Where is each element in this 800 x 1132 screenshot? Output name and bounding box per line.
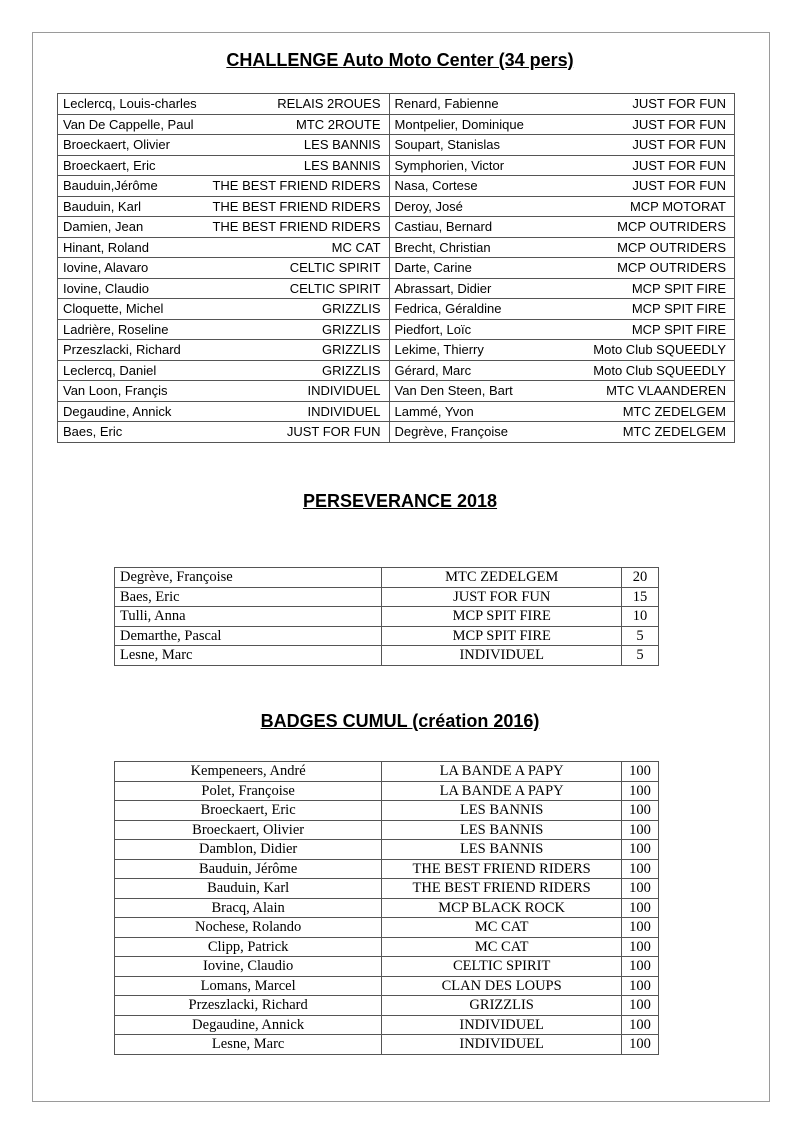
entry-cell [389,422,734,443]
table-row [115,607,659,627]
entry-cell [58,360,390,381]
entry-cell [389,278,734,299]
points-value: 100 [622,937,659,957]
member-name: Abrassart, Didier [394,280,492,296]
entry-cell [389,340,734,361]
entry-cell [58,196,390,217]
member-name: Przeszlacki, Richard [115,996,382,1016]
entry-cell [58,401,390,422]
points-value: 100 [622,1035,659,1055]
member-name: Baes, Eric [63,424,123,440]
club-name: GRIZZLIS [322,362,381,378]
club-name: INDIVIDUEL [307,403,381,419]
entry-cell [389,237,734,258]
member-name: Demarthe, Pascal [115,626,382,646]
member-name: Hinant, Roland [63,239,149,255]
entry-cell [58,278,390,299]
entry-cell [389,114,734,135]
table-row [115,781,659,801]
club-name: GRIZZLIS [322,321,381,337]
points-value: 100 [622,781,659,801]
club-name: LES BANNIS [303,157,381,173]
table-row [58,422,735,443]
club-name: MTC ZEDELGEM [622,424,726,440]
table-row [115,587,659,607]
points-value: 5 [622,646,659,666]
table-row [58,135,735,156]
member-name: Bracq, Alain [115,898,382,918]
badges-title: BADGES CUMUL (création 2016) [260,711,540,731]
club-name: MC CAT [382,937,622,957]
club-name: LES BANNIS [382,801,622,821]
club-name: CELTIC SPIRIT [382,957,622,977]
table-row [58,114,735,135]
club-name: THE BEST FRIEND RIDERS [382,859,622,879]
table-row [58,258,735,279]
member-name: Tulli, Anna [115,607,382,627]
club-name: THE BEST FRIEND RIDERS [212,219,381,235]
member-name: Van Loon, Françis [63,383,168,399]
club-name: THE BEST FRIEND RIDERS [212,198,381,214]
club-name: LA BANDE A PAPY [382,781,622,801]
club-name: Moto Club SQUEEDLY [593,362,726,378]
member-name: Montpelier, Dominique [394,116,524,132]
table-row [58,237,735,258]
table-row [58,155,735,176]
entry-cell [389,217,734,238]
table-row [58,196,735,217]
member-name: Degrève, Françoise [394,424,508,440]
entry-cell [389,319,734,340]
club-name: CELTIC SPIRIT [289,280,381,296]
table-row [115,996,659,1016]
table-row [58,381,735,402]
member-name: Broeckaert, Olivier [115,820,382,840]
club-name: INDIVIDUEL [382,1035,622,1055]
entry-cell [389,360,734,381]
member-name: Lammé, Yvon [394,403,474,419]
member-name: Brecht, Christian [394,239,491,255]
table-row [58,299,735,320]
member-name: Przeszlacki, Richard [63,342,181,358]
points-value: 100 [622,840,659,860]
table-row [115,898,659,918]
club-name: CLAN DES LOUPS [382,976,622,996]
table-row [58,401,735,422]
table-row [115,859,659,879]
table-row [115,646,659,666]
entry-cell [58,381,390,402]
club-name: MTC 2ROUTE [296,116,381,132]
entry-cell [389,401,734,422]
member-name: Leclercq, Daniel [63,362,157,378]
entry-cell [58,135,390,156]
club-name: MTC ZEDELGEM [622,403,726,419]
table-row [58,360,735,381]
club-name: MCP OUTRIDERS [617,239,726,255]
club-name: JUST FOR FUN [632,157,726,173]
club-name: MCP SPIT FIRE [631,280,726,296]
member-name: Soupart, Stanislas [394,137,501,153]
club-name: JUST FOR FUN [286,424,381,440]
member-name: Degaudine, Annick [115,1015,382,1035]
member-name: Lesne, Marc [115,646,382,666]
member-name: Ladrière, Roseline [63,321,169,337]
member-name: Fedrica, Géraldine [394,301,502,317]
member-name: Broeckaert, Olivier [63,137,170,153]
member-name: Iovine, Claudio [63,280,149,296]
entry-cell [389,94,734,115]
member-name: Damien, Jean [63,219,144,235]
club-name: MCP OUTRIDERS [617,219,726,235]
points-value: 100 [622,859,659,879]
member-name: Symphorien, Victor [394,157,505,173]
member-name: Lesne, Marc [115,1035,382,1055]
points-value: 100 [622,976,659,996]
member-name: Kempeneers, André [115,762,382,782]
entry-cell [389,196,734,217]
member-name: Bauduin,Jérôme [63,178,158,194]
club-name: MCP SPIT FIRE [631,321,726,337]
table-row [115,937,659,957]
entry-cell [389,155,734,176]
table-row [58,340,735,361]
club-name: INDIVIDUEL [382,646,622,666]
member-name: Nochese, Rolando [115,918,382,938]
points-value: 100 [622,996,659,1016]
entry-cell [58,114,390,135]
table-row [115,568,659,588]
table-row [115,820,659,840]
table-row [58,176,735,197]
entry-cell [58,94,390,115]
points-value: 100 [622,801,659,821]
club-name: LES BANNIS [382,820,622,840]
table-row [115,918,659,938]
table-row [115,1015,659,1035]
member-name: Renard, Fabienne [394,96,499,112]
club-name: MCP BLACK ROCK [382,898,622,918]
entry-cell [58,422,390,443]
club-name: GRIZZLIS [382,996,622,1016]
member-name: Clipp, Patrick [115,937,382,957]
member-name: Bauduin, Karl [115,879,382,899]
points-value: 100 [622,918,659,938]
club-name: JUST FOR FUN [632,116,726,132]
points-value: 100 [622,898,659,918]
badges-table [114,761,659,1055]
member-name: Lomans, Marcel [115,976,382,996]
entry-cell [58,258,390,279]
table-row [58,319,735,340]
perseverance-table [114,567,659,666]
points-value: 100 [622,957,659,977]
club-name: MTC ZEDELGEM [382,568,622,588]
club-name: RELAIS 2ROUES [277,96,381,112]
table-row [115,626,659,646]
entry-cell [58,155,390,176]
entry-cell [58,340,390,361]
club-name: MTC VLAANDEREN [606,383,726,399]
club-name: JUST FOR FUN [632,96,726,112]
member-name: Castiau, Bernard [394,219,493,235]
entry-cell [389,258,734,279]
member-name: Darte, Carine [394,260,472,276]
points-value: 15 [622,587,659,607]
points-value: 100 [622,820,659,840]
member-name: Gérard, Marc [394,362,472,378]
points-value: 100 [622,762,659,782]
club-name: MCP OUTRIDERS [617,260,726,276]
entry-cell [389,135,734,156]
entry-cell [58,176,390,197]
club-name: MC CAT [331,239,381,255]
points-value: 5 [622,626,659,646]
table-row [115,762,659,782]
table-row [58,278,735,299]
member-name: Polet, Françoise [115,781,382,801]
club-name: MCP MOTORAT [629,198,726,214]
entry-cell [58,237,390,258]
member-name: Nasa, Cortese [394,178,478,194]
member-name: Iovine, Claudio [115,957,382,977]
perseverance-title: PERSEVERANCE 2018 [302,491,498,511]
table-row [115,801,659,821]
member-name: Iovine, Alavaro [63,260,149,276]
member-name: Lekime, Thierry [394,342,484,358]
member-name: Degrève, Françoise [115,568,382,588]
entry-cell [58,299,390,320]
club-name: INDIVIDUEL [307,383,381,399]
table-row [115,957,659,977]
club-name: CELTIC SPIRIT [289,260,381,276]
club-name: THE BEST FRIEND RIDERS [382,879,622,899]
club-name: MCP SPIT FIRE [382,607,622,627]
member-name: Leclercq, Louis-charles [63,96,197,112]
entry-cell [58,217,390,238]
table-row [115,840,659,860]
points-value: 100 [622,1015,659,1035]
entry-cell [58,319,390,340]
entry-cell [389,176,734,197]
club-name: MCP SPIT FIRE [631,301,726,317]
table-row [58,94,735,115]
club-name: Moto Club SQUEEDLY [593,342,726,358]
member-name: Broeckaert, Eric [115,801,382,821]
club-name: MC CAT [382,918,622,938]
entry-cell [389,381,734,402]
member-name: Van De Cappelle, Paul [63,116,194,132]
points-value: 20 [622,568,659,588]
member-name: Damblon, Didier [115,840,382,860]
club-name: JUST FOR FUN [632,137,726,153]
table-row [58,217,735,238]
challenge-table [57,93,735,443]
points-value: 10 [622,607,659,627]
challenge-title: CHALLENGE Auto Moto Center (34 pers) [226,50,574,70]
table-row [115,879,659,899]
club-name: LES BANNIS [303,137,381,153]
club-name: LES BANNIS [382,840,622,860]
club-name: MCP SPIT FIRE [382,626,622,646]
table-row [115,1035,659,1055]
member-name: Deroy, José [394,198,463,214]
points-value: 100 [622,879,659,899]
table-row [115,976,659,996]
club-name: INDIVIDUEL [382,1015,622,1035]
club-name: THE BEST FRIEND RIDERS [212,178,381,194]
club-name: JUST FOR FUN [632,178,726,194]
club-name: JUST FOR FUN [382,587,622,607]
member-name: Broeckaert, Eric [63,157,156,173]
member-name: Degaudine, Annick [63,403,172,419]
member-name: Bauduin, Karl [63,198,142,214]
member-name: Bauduin, Jérôme [115,859,382,879]
member-name: Piedfort, Loïc [394,321,472,337]
club-name: GRIZZLIS [322,301,381,317]
member-name: Van Den Steen, Bart [394,383,513,399]
entry-cell [389,299,734,320]
club-name: LA BANDE A PAPY [382,762,622,782]
club-name: GRIZZLIS [322,342,381,358]
member-name: Baes, Eric [115,587,382,607]
member-name: Cloquette, Michel [63,301,164,317]
